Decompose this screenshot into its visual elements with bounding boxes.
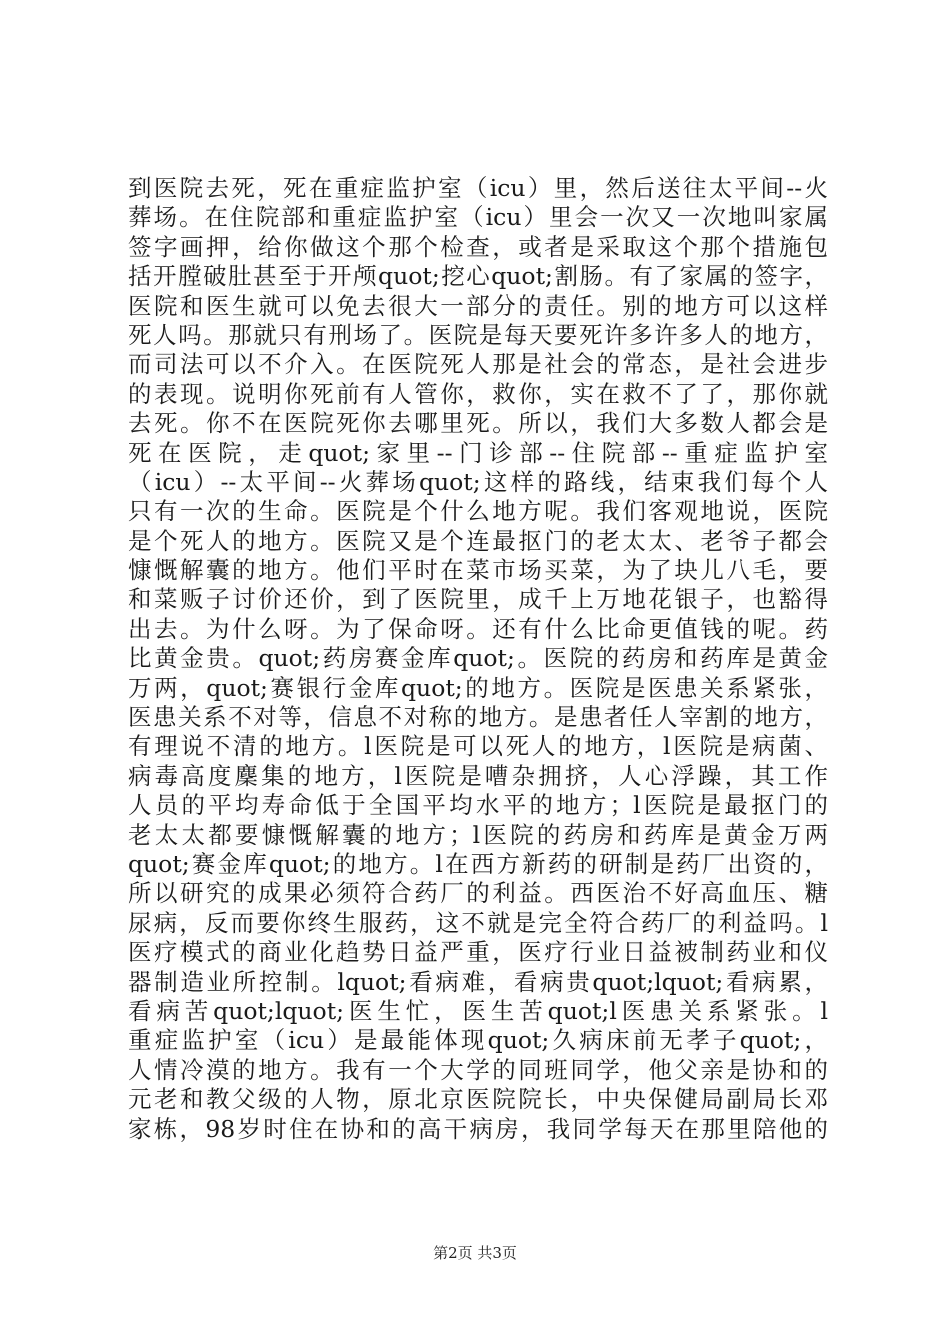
text-line: 括开膛破肚甚至于开颅quot;挖心quot;割肠。有了家属的签字，: [128, 262, 828, 291]
text-line: 和菜贩子讨价还价，到了医院里，成千上万地花银子，也豁得: [128, 585, 828, 614]
text-line: 万两，quot;赛银行金库quot;的地方。医院是医患关系紧张，: [128, 673, 828, 702]
text-line: 而司法可以不介入。在医院死人那是社会的常态，是社会进步: [128, 350, 828, 379]
text-line: 是个死人的地方。医院又是个连最抠门的老太太、老爷子都会: [128, 526, 828, 555]
text-line: 医院和医生就可以免去很大一部分的责任。别的地方可以这样: [128, 291, 828, 320]
text-line: 葬场。在住院部和重症监护室（icu）里会一次又一次地叫家属: [128, 203, 828, 232]
text-line: 慷慨解囊的地方。他们平时在菜市场买菜，为了块儿八毛，要: [128, 556, 828, 585]
text-line: 尿病，反而要你终生服药，这不就是完全符合药厂的利益吗。l: [128, 908, 828, 937]
text-line: 所以研究的成果必须符合药厂的利益。西医治不好高血压、糖: [128, 879, 828, 908]
text-line: 有理说不清的地方。l医院是可以死人的地方，l医院是病菌、: [128, 732, 828, 761]
text-line: quot;赛金库quot;的地方。l在西方新药的研制是药厂出资的，: [128, 849, 828, 878]
text-line: 医患关系不对等，信息不对称的地方。是患者任人宰割的地方，: [128, 703, 828, 732]
text-line: 死在医院，走quot;家里--门诊部--住院部--重症监护室: [128, 438, 828, 467]
text-line: 签字画押，给你做这个那个检查，或者是采取这个那个措施包: [128, 232, 828, 261]
text-line: 人员的平均寿命低于全国平均水平的地方；l医院是最抠门的: [128, 791, 828, 820]
text-line: 到医院去死，死在重症监护室（icu）里，然后送往太平间--火: [128, 174, 828, 202]
text-line: 人情冷漠的地方。我有一个大学的同班同学，他父亲是协和的: [128, 1055, 828, 1084]
text-line: 的表现。说明你死前有人管你，救你，实在救不了了，那你就: [128, 379, 828, 408]
page-footer: 第2页 共3页: [433, 1244, 517, 1262]
text-line: 出去。为什么呀。为了保命呀。还有什么比命更值钱的呢。药: [128, 614, 828, 643]
body-text: [128, 174, 828, 1144]
text-line: 家栋，98岁时住在协和的高干病房，我同学每天在那里陪他的: [128, 1114, 828, 1143]
text-line: 重症监护室（icu）是最能体现quot;久病床前无孝子quot;，: [128, 1026, 828, 1055]
text-line: 器制造业所控制。lquot;看病难，看病贵quot;lquot;看病累，: [128, 967, 828, 996]
text-line: 医疗模式的商业化趋势日益严重，医疗行业日益被制药业和仪: [128, 938, 828, 967]
text-line: 老太太都要慷慨解囊的地方；l医院的药房和药库是黄金万两: [128, 820, 828, 849]
text-line: 比黄金贵。quot;药房赛金库quot;。医院的药房和药库是黄金: [128, 644, 828, 673]
text-line: 去死。你不在医院死你去哪里死。所以，我们大多数人都会是: [128, 409, 828, 438]
text-line: 元老和教父级的人物，原北京医院院长，中央保健局副局长邓: [128, 1085, 828, 1114]
text-line: 只有一次的生命。医院是个什么地方呢。我们客观地说，医院: [128, 497, 828, 526]
text-line: 死人吗。那就只有刑场了。医院是每天要死许多许多人的地方，: [128, 320, 828, 349]
text-line: 病毒高度麇集的地方，l医院是嘈杂拥挤，人心浮躁，其工作: [128, 761, 828, 790]
text-line: （icu）--太平间--火葬场quot;这样的路线，结束我们每个人: [128, 467, 828, 496]
text-line: 看病苦quot;lquot;医生忙，医生苦quot;l医患关系紧张。l: [128, 996, 828, 1025]
